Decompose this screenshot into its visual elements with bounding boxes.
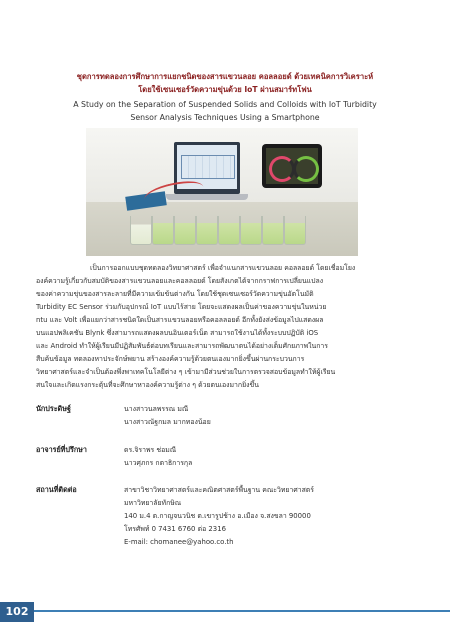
- paragraph-line: และ Android ทำให้ผู้เรียนมีปฏิสัมพันธ์ต่อบทเรียนและสามารถพัฒนาตนได้อย่างเต็มศักยภาพในการ: [36, 342, 328, 350]
- paragraph-line: ntu และ Volt เพื่อแยกว่าสารชนิดใดเป็นสารแขวนลอยหรือคอลลอยด์ อีกทั้งยังส่งข้อมูลไปแสดงผล: [36, 316, 324, 324]
- page-number: 102: [5, 605, 29, 618]
- contact-label: สถานที่ติดต่อ: [36, 485, 77, 494]
- advisor-name: นาวศุภกร กตาธิการกุล: [124, 459, 193, 467]
- paragraph-line: สืบค้นข้อมูล ทดลองหาประจักษ์พยาน สร้างองค์ความรู้ด้วยตนเองมากยิ่งขึ้นผ่านกระบวนการ: [36, 355, 305, 363]
- title-english-line1: A Study on the Separation of Suspended Solids and Colloids with IoT Turbidity: [73, 100, 377, 109]
- contact-line: 140 ม.4 ต.กาญจนวนิช ต.เขารูปช้าง อ.เมือง จ.สงขลา 90000: [124, 512, 311, 520]
- contact-line: สาขาวิชาวิทยาศาสตร์และคณิตศาสตร์พื้นฐาน คณะวิทยาศาสตร์: [124, 486, 314, 494]
- beaker: [196, 216, 218, 245]
- contact-email: E-mail: chomanee@yahoo.co.th: [124, 538, 234, 546]
- advisor-label: อาจารย์ที่ปรึกษา: [36, 445, 87, 454]
- paragraph-line: บนแอปพลิเคชัน Blynk ซึ่งสามารถแสดงผลบนอินเตอร์เน็ต สามารถใช้งานได้ทั้งระบบปฏิบัติ iOS: [36, 329, 319, 337]
- beaker: [284, 216, 306, 245]
- beaker: [218, 216, 240, 245]
- paragraph-line: Turbidity EC Sensor ร่วมกับอุปกรณ์ IoT แบบไร้สาย โดยจะแสดงผลเป็นค่าของความขุ่นในหน่วย: [36, 303, 327, 311]
- footer-rule: [0, 610, 450, 612]
- inventor-name: นางสาวณัฐกมล มากทองน้อย: [124, 418, 211, 426]
- tablet-illustration: [262, 144, 322, 188]
- title-thai-line2: โดยใช้เซนเซอร์วัดความขุ่นด้วย IoT ผ่านสมาร์ทโฟน: [138, 85, 312, 94]
- inventor-name: นางสาวนลพรรณ มณี: [124, 405, 189, 413]
- beaker: [174, 216, 196, 245]
- paragraph-line: องค์ความรู้เกี่ยวกับสมบัติของสารแขวนลอยและคอลลอยด์ โดยสังเกตได้จากกราฟการเปลี่ยนแปลง: [36, 277, 324, 285]
- beaker: [152, 216, 174, 245]
- title-english-line2: Sensor Analysis Techniques Using a Smartphone: [130, 113, 320, 122]
- title-thai-line1: ชุดการทดลองการศึกษาการแยกชนิดของสารแขวนลอย คอลลอยด์ ด้วยเทคนิคการวิเคราะห์: [76, 72, 374, 81]
- inventors-label: นักประดิษฐ์: [36, 404, 71, 413]
- paragraph-line: เป็นการออกแบบชุดทดลองวิทยาศาสตร์ เพื่อจำแนกสารแขวนลอย คอลลอยด์ โดยเชื่อมโยง: [90, 264, 356, 272]
- paragraph-line: วิทยาศาสตร์และจำเป็นต้องพึ่งพาเทคโนโลยีต่าง ๆ เข้ามามีส่วนช่วยในการตรวจสอบข้อมูลทำให้ผู้เรียน: [36, 368, 336, 376]
- paragraph-line: ของค่าความขุ่นของสารละลายที่มีความเข้มข้นต่างกัน โดยใช้ชุดเซนเซอร์วัดความขุ่นอัตโนมัติ: [36, 290, 314, 298]
- beaker: [262, 216, 284, 245]
- beaker: [240, 216, 262, 245]
- beaker: [130, 216, 152, 245]
- experiment-photo: [86, 128, 358, 256]
- contact-line: มหาวิทยาลัยทักษิณ: [124, 499, 182, 507]
- paragraph-line: สนใจและเกิดแรงกระตุ้นที่จะศึกษาหาองค์ความรู้ต่าง ๆ ด้วยตนเองมากยิ่งขึ้น: [36, 381, 259, 389]
- advisor-name: ดร.จิราพร ช่อมณี: [124, 446, 177, 454]
- contact-line: โทรศัพท์ 0 7431 6760 ต่อ 2316: [124, 525, 226, 533]
